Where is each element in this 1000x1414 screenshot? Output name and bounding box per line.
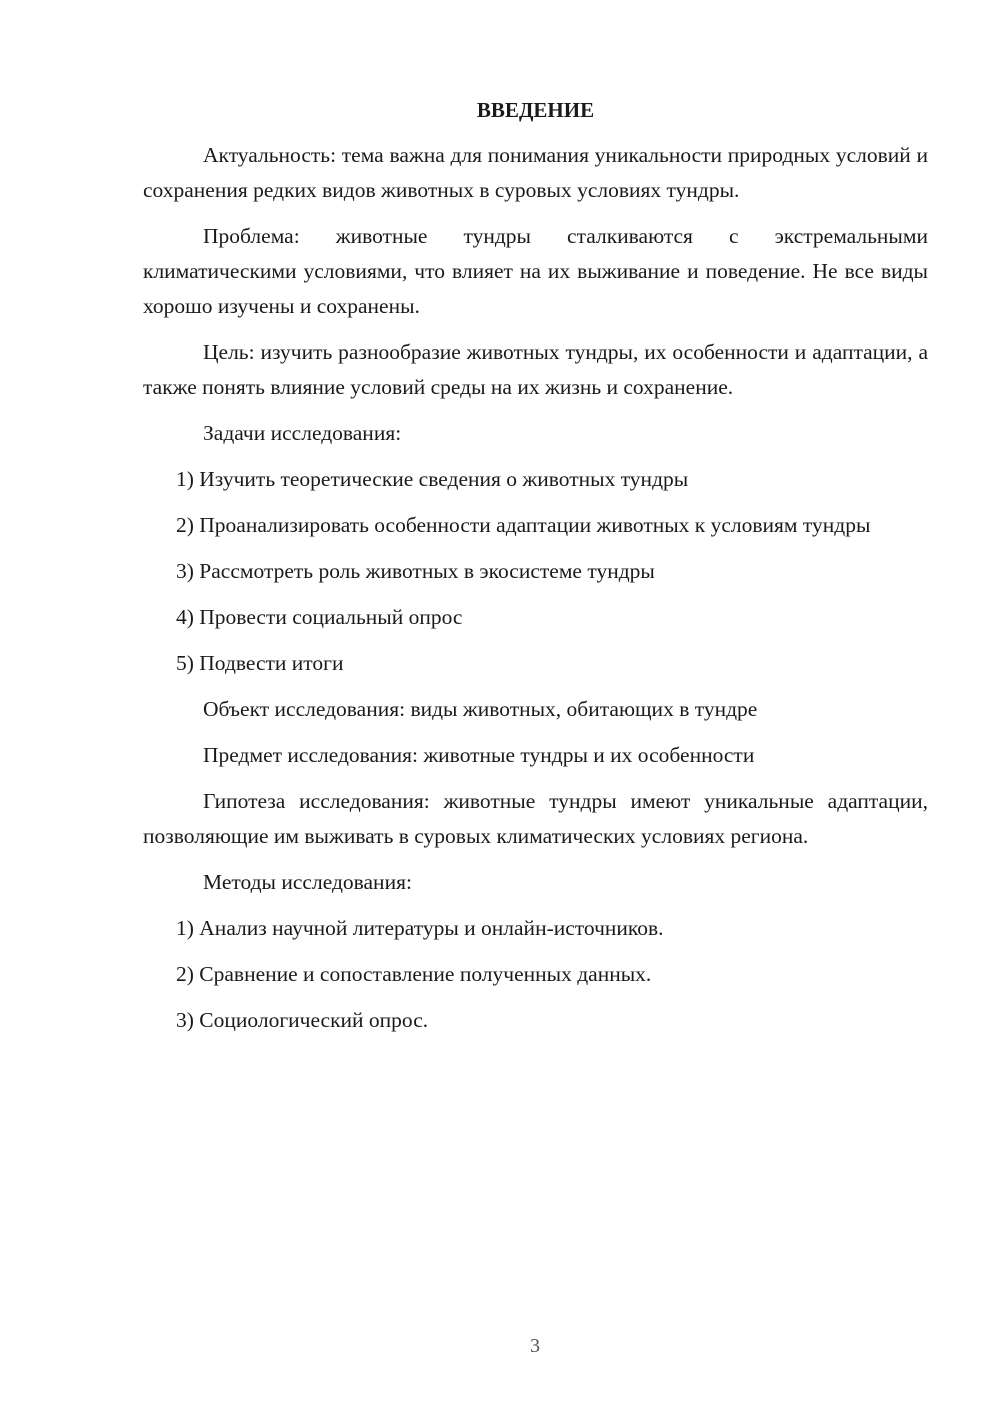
section-title: ВВЕДЕНИЕ: [476, 98, 595, 122]
hypothesis-paragraph: Гипотеза исследования: животные тундры имеют уникальные адаптации, позволяющие им выживать в суровых климатических условиях региона.: [143, 789, 928, 848]
task-item-5: 5) Подвести итоги: [176, 651, 344, 675]
subject-paragraph: Предмет исследования: животные тундры и их особенности: [203, 743, 755, 767]
method-item-1: 1) Анализ научной литературы и онлайн-источников.: [176, 916, 664, 940]
task-item-4: 4) Провести социальный опрос: [176, 605, 463, 629]
object-paragraph: Объект исследования: виды животных, обитающих в тундре: [203, 697, 758, 721]
methods-heading: Методы исследования:: [203, 870, 412, 894]
method-item-2: 2) Сравнение и сопоставление полученных данных.: [176, 962, 652, 986]
tasks-heading: Задачи исследования:: [203, 421, 402, 445]
method-item-3: 3) Социологический опрос.: [176, 1008, 429, 1032]
problem-paragraph: Проблема: животные тундры сталкиваются с экстремальными климатическими условиями, что влияет на их выживание и поведение. Не все виды хорошо изучены и сохранены.: [143, 224, 928, 318]
task-item-1: 1) Изучить теоретические сведения о животных тундры: [176, 467, 689, 491]
relevance-paragraph: Актуальность: тема важна для понимания уникальности природных условий и сохранения редких видов животных в суровых условиях тундры.: [143, 143, 928, 202]
task-item-3: 3) Рассмотреть роль животных в экосистеме тундры: [176, 559, 655, 583]
page-number: 3: [530, 1335, 540, 1357]
goal-paragraph: Цель: изучить разнообразие животных тундры, их особенности и адаптации, а также понять влияние условий среды на их жизнь и сохранение.: [143, 340, 928, 399]
page-content: [143, 92, 928, 1049]
task-item-2: 2) Проанализировать особенности адаптации животных к условиям тундры: [176, 513, 871, 537]
